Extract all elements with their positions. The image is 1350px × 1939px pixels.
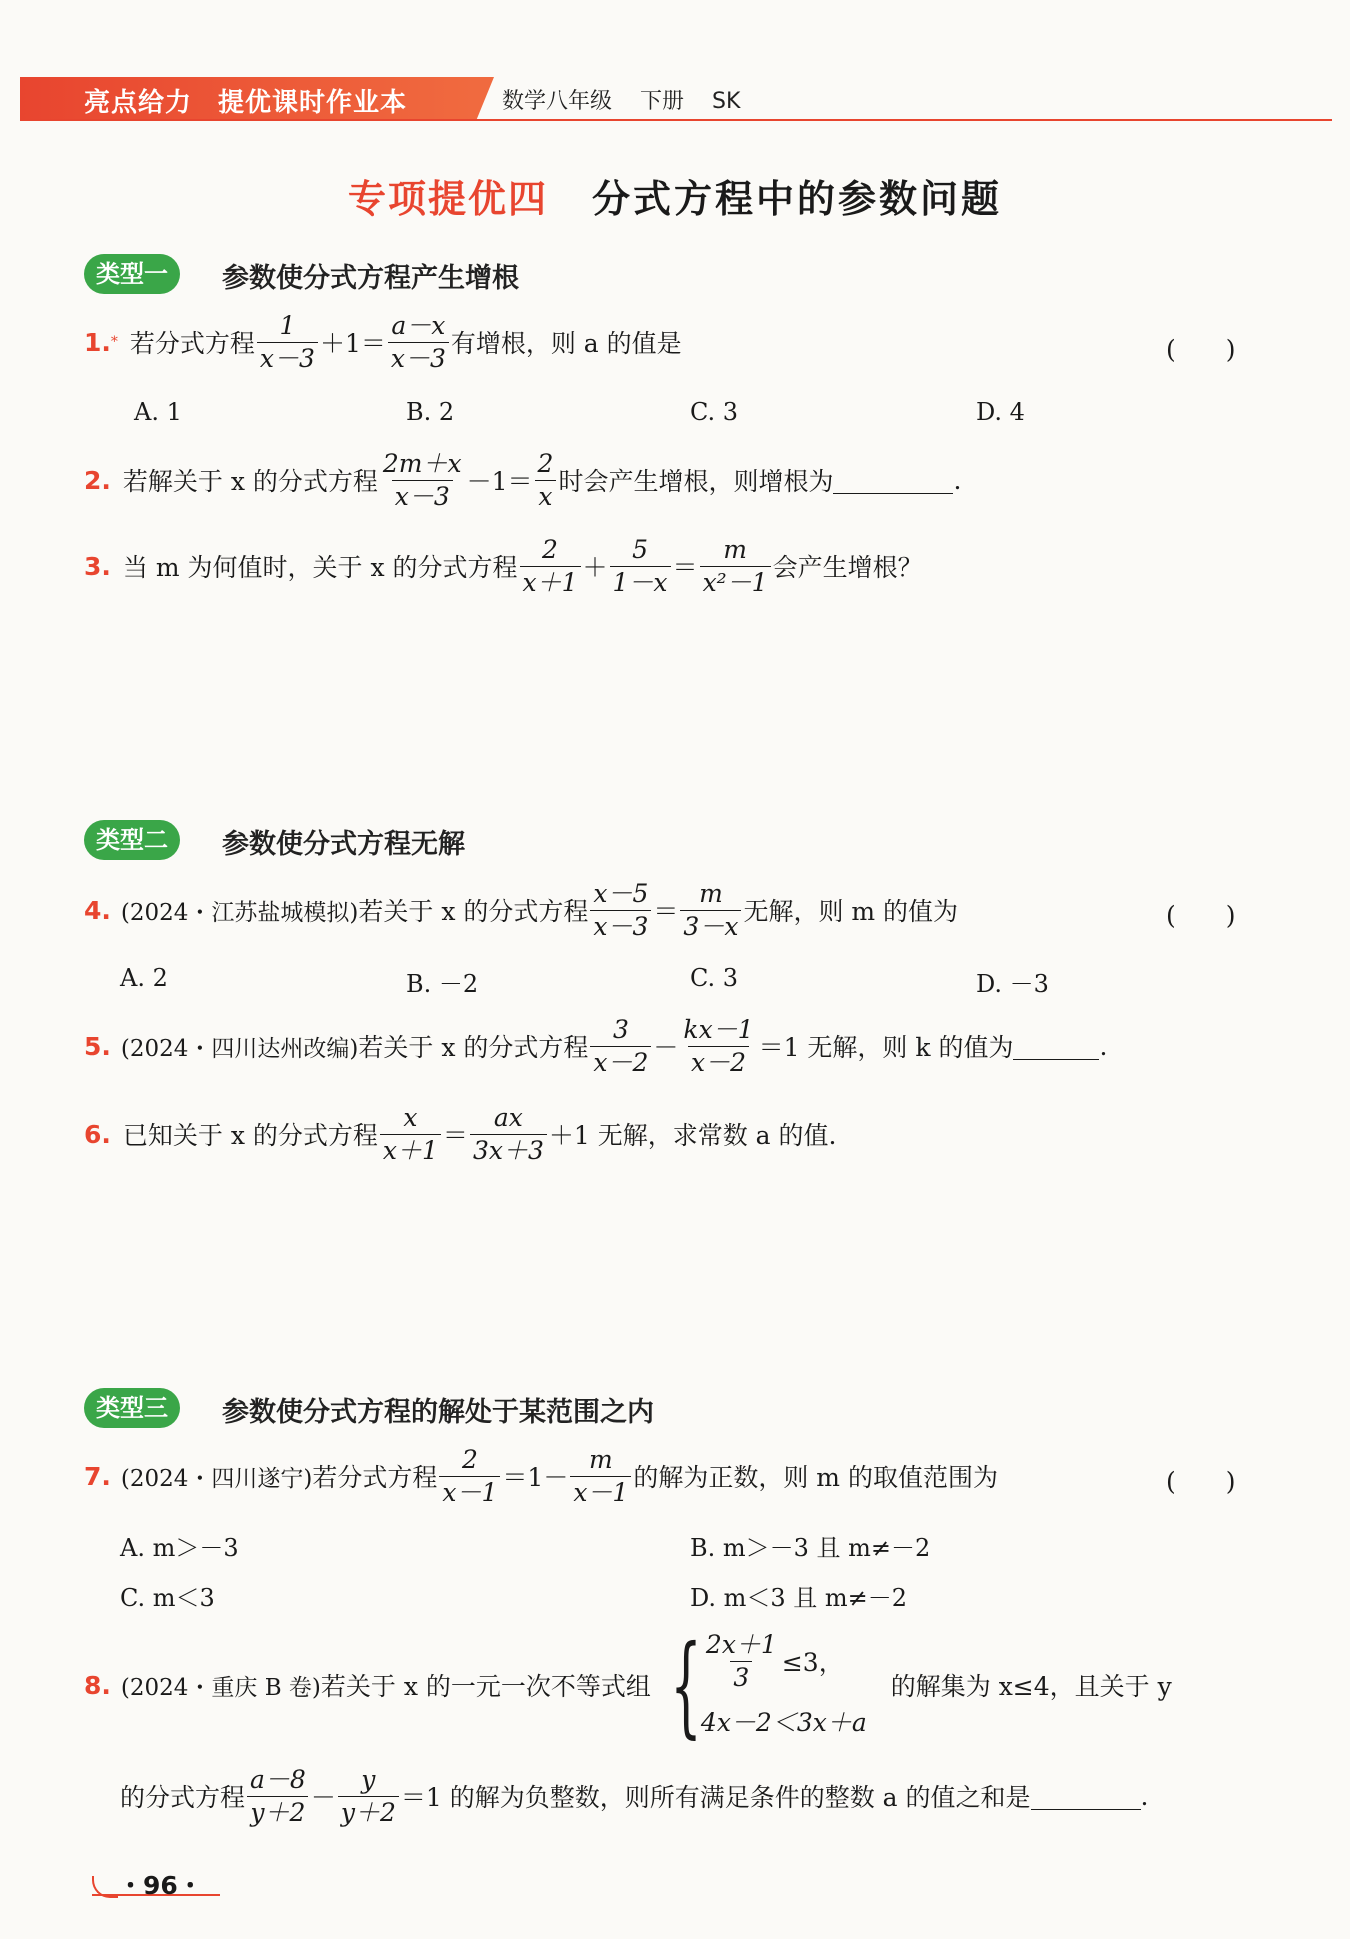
section-title-3: 参数使分式方程的解处于某范围之内 <box>222 1397 654 1428</box>
question-7: 7. (2024・四川遂宁) 若分式方程 $\frac{2}{x-1}$ ＝1－ $\frac{m}{x-1}$ 的解为正数，则 m 的取值范围为 <box>84 1445 998 1507</box>
book-volume: 下册 <box>640 89 685 114</box>
question-number: 5. <box>84 1031 111 1061</box>
option-c: C. 3 <box>690 964 739 992</box>
question-number: 6. <box>84 1119 111 1149</box>
brand-name <box>84 82 433 119</box>
brand-book: 提优课时作业本 <box>218 88 408 118</box>
option-d: D. 4 <box>976 398 1025 426</box>
answer-paren: ( ) <box>1166 901 1236 930</box>
question-number: 4. <box>84 895 111 925</box>
question-number: 3. <box>84 551 111 581</box>
question-text: 若关于 x 的一元一次不等式组 <box>320 1672 651 1701</box>
page-title <box>0 168 1350 223</box>
inequality-2: 4x－2＜3x＋a <box>700 1708 867 1737</box>
fraction: $\frac{x}{x+1}$ <box>380 1104 441 1164</box>
fraction: $\frac{a-x}{x-3}$ <box>388 312 449 372</box>
option-c: C. m＜3 <box>120 1584 215 1612</box>
question-2: 2. 若解关于 x 的分式方程 $\frac{2m+x}{x-3}$ －1＝ $\frac{2}{x}$ 时会产生增根，则增根为 . <box>84 449 962 511</box>
answer-blank[interactable] <box>833 467 953 494</box>
question-text: 若解关于 x 的分式方程 <box>122 467 378 496</box>
answer-blank[interactable] <box>1013 1033 1099 1060</box>
section-badge-3: 类型三 <box>84 1388 180 1428</box>
answer-blank[interactable] <box>1031 1783 1141 1810</box>
section-title-2: 参数使分式方程无解 <box>222 829 465 860</box>
question-4: 4. (2024・江苏盐城模拟) 若关于 x 的分式方程 $\frac{x-5}{x-3}$ ＝ $\frac{m}{3-x}$ 无解，则 m 的值为 <box>84 879 959 941</box>
book-edition: SK <box>712 89 741 114</box>
fraction: $\frac{ax}{3x+3}$ <box>470 1104 547 1164</box>
header-rule <box>20 119 1332 121</box>
fraction: $\frac{a-8}{y+2}$ <box>247 1766 309 1826</box>
option-b: B. 2 <box>406 398 455 426</box>
question-text: 当 m 为何值时，关于 x 的分式方程 <box>122 553 518 582</box>
fraction: $\frac{5}{1-x}$ <box>610 536 671 596</box>
option-a: A. m＞－3 <box>120 1534 239 1562</box>
question-source: (2024・四川达州改编) <box>120 1035 359 1062</box>
question-number: 8. <box>84 1670 111 1700</box>
fraction: $\frac{m}{\text{x²－1}}$ <box>700 536 771 596</box>
question-6: 6. 已知关于 x 的分式方程 $\frac{x}{x+1}$ ＝ $\frac{ax}{3x+3}$ ＋1 无解，求常数 a 的值. <box>84 1103 837 1165</box>
page-number: ・96・ <box>118 1871 203 1900</box>
option-b: B. m＞－3 且 m≠－2 <box>690 1534 931 1562</box>
fraction: $\frac{m}{x-1}$ <box>570 1446 631 1506</box>
brace-symbol: { <box>670 1621 702 1749</box>
brand-series: 亮点给力 <box>84 88 193 118</box>
fraction: $\frac{x-5}{x-3}$ <box>590 880 651 940</box>
question-8-cont: 的分式方程 $\frac{a-8}{y+2}$ － $\frac{y}{y+2}$ ＝1 的解为负整数，则所有满足条件的整数 a 的值之和是 . <box>120 1765 1149 1827</box>
fraction: $\frac{2}{x-1}$ <box>439 1446 500 1506</box>
answer-paren: ( ) <box>1166 335 1236 364</box>
question-text: 若关于 x 的分式方程 <box>358 1033 589 1062</box>
fraction: $\frac{kx-1}{x-2}$ <box>683 1015 754 1077</box>
option-d: D. －3 <box>976 970 1049 998</box>
fraction: $\frac{y}{y+2}$ <box>338 1766 399 1826</box>
title-text: 分式方程中的参数问题 <box>592 176 1003 221</box>
question-text: 若关于 x 的分式方程 <box>358 897 589 926</box>
fraction: $\frac{2m+x}{x-3}$ <box>382 449 462 511</box>
title-topic-label: 专项提优四 <box>347 176 548 221</box>
question-5: 5. (2024・四川达州改编) 若关于 x 的分式方程 $\frac{3}{x-2}$ － $\frac{kx-1}{x-2}$ ＝1 无解，则 k 的值为 . <box>84 1015 1108 1077</box>
question-number: 1. <box>84 327 111 357</box>
question-8: 8. (2024・重庆 B 卷) 若关于 x 的一元一次不等式组 { $\frac{2x+1}{3}$ ≤3， 4x－2＜3x＋a 的解集为 x≤4，且关于 y <box>84 1621 1172 1749</box>
fraction: $\frac{1}{x-3}$ <box>257 312 318 372</box>
question-number: 2. <box>84 465 111 495</box>
fraction: $\frac{2x+1}{3}$ <box>705 1630 777 1692</box>
question-source: (2024・重庆 B 卷) <box>120 1674 321 1701</box>
fraction: $\frac{2}{x+1}$ <box>520 536 581 596</box>
question-source: (2024・江苏盐城模拟) <box>120 899 359 926</box>
question-source: (2024・四川遂宁) <box>120 1465 313 1492</box>
fraction: $\frac{m}{3-x}$ <box>680 880 741 940</box>
question-1: 1. * 若分式方程 $\frac{1}{x-3}$ ＋1＝ $\frac{a-x}{x-3}$ 有增根，则 a 的值是 <box>84 311 682 373</box>
question-text: 若分式方程 <box>312 1463 438 1492</box>
section-title-1: 参数使分式方程产生增根 <box>222 263 519 294</box>
section-badge-2: 类型二 <box>84 820 180 860</box>
inequality-system: { $\frac{2x+1}{3}$ ≤3， 4x－2＜3x＋a <box>670 1621 867 1749</box>
question-3: 3. 当 m 为何值时，关于 x 的分式方程 $\frac{2}{x+1}$ ＋ $\frac{5}{1-x}$ ＝ $\frac{m}{\text{x²－1}}$ 会产生增根？ <box>84 535 923 597</box>
fraction: $\frac{2}{x}$ <box>535 450 557 510</box>
answer-paren: ( ) <box>1166 1467 1236 1496</box>
option-a: A. 2 <box>120 964 168 992</box>
option-b: B. －2 <box>406 970 479 998</box>
option-a: A. 1 <box>134 398 182 426</box>
difficulty-mark: * <box>110 334 118 350</box>
section-badge-1: 类型一 <box>84 254 180 294</box>
fraction: $\frac{3}{x-2}$ <box>590 1016 651 1076</box>
option-c: C. 3 <box>690 398 739 426</box>
question-text: 若分式方程 <box>129 329 255 358</box>
question-text: 已知关于 x 的分式方程 <box>122 1121 378 1150</box>
option-d: D. m＜3 且 m≠－2 <box>690 1584 908 1612</box>
book-subject: 数学八年级 <box>502 89 613 114</box>
book-info <box>502 84 768 115</box>
question-number: 7. <box>84 1461 111 1491</box>
